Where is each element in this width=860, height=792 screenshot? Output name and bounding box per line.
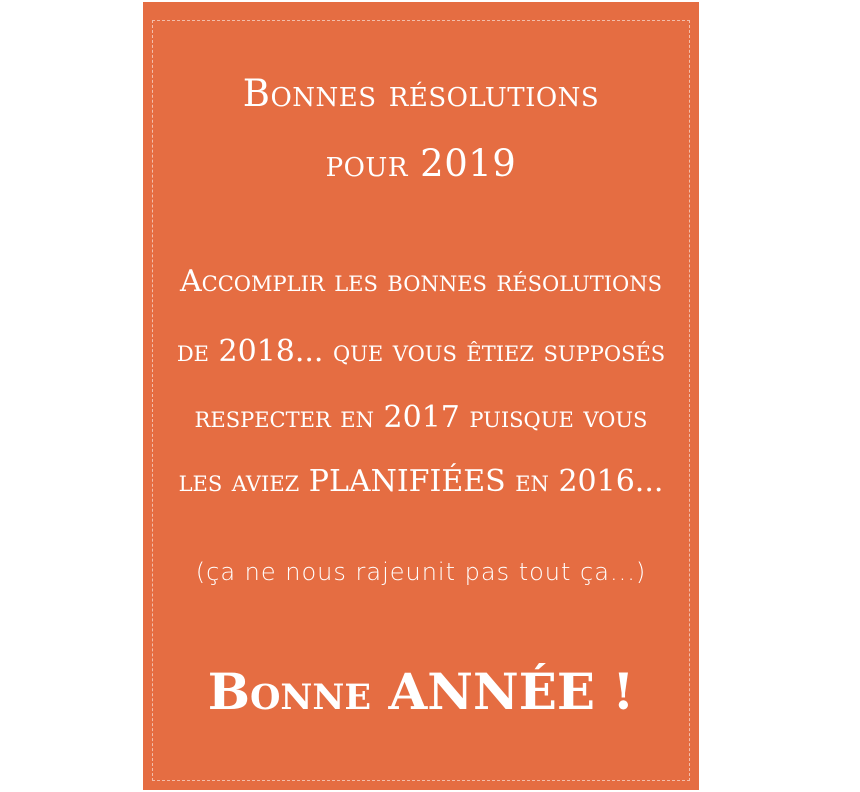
card-note: (ça ne nous rajeunit pas tout ça...) — [195, 558, 647, 586]
card-closing: Bonne ANNÉE ! — [207, 662, 635, 721]
card-body-line-3: respecter en 2017 puisque vous — [194, 400, 648, 435]
card-body-line-1: Accomplir les bonnes résolutions — [180, 264, 662, 299]
greeting-card — [143, 2, 699, 790]
card-title-line-1: Bonnes résolutions — [242, 72, 600, 115]
card-body-line-4: les aviez PLANIFIÉES en 2016... — [178, 464, 664, 499]
card-body-line-2: de 2018... que vous êtiez supposés — [176, 334, 666, 369]
card-title-line-2: pour 2019 — [325, 142, 517, 185]
